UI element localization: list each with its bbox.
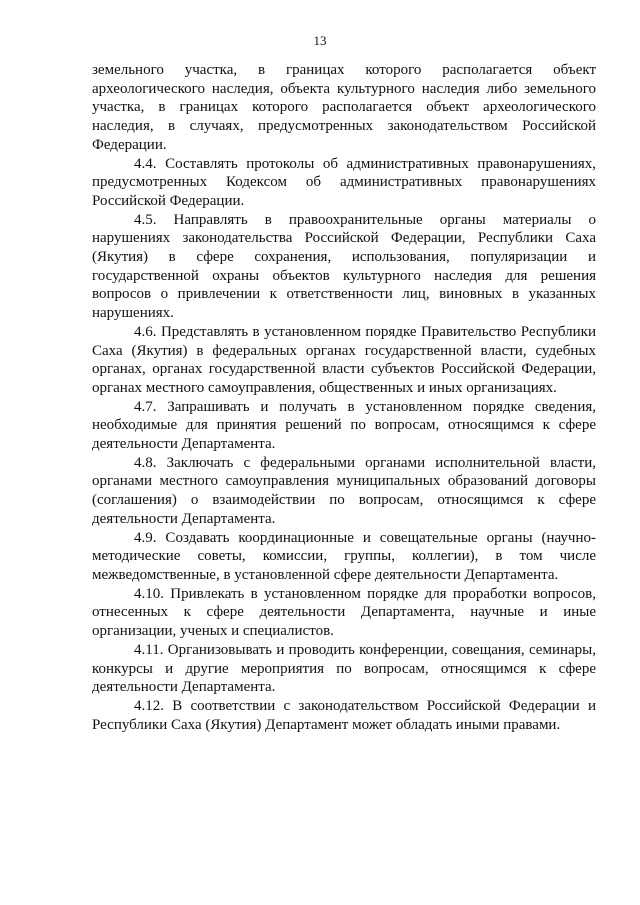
paragraph-4-10: 4.10. Привлекать в установленном порядке для проработки вопросов, отнесенных к сфере деятельности Департамента, научные и иные организации, ученых и специалистов.	[92, 585, 596, 640]
paragraph-4-9: 4.9. Создавать координационные и совещательные органы (научно-методические советы, комиссии, группы, коллегии), в том числе межведомственные, в установленной сфере деятельности Департамента.	[92, 529, 596, 583]
page-number: 13	[313, 33, 327, 48]
paragraph-4-11: 4.11. Организовывать и проводить конференции, совещания, семинары, конкурсы и другие мероприятия по вопросам, относящимся к сфере деятельности Департамента.	[92, 641, 596, 696]
paragraph-4-7: 4.7. Запрашивать и получать в установленном порядке сведения, необходимые для принятия решений по вопросам, относящимся к сфере деятельности Департамента.	[92, 398, 596, 453]
paragraph-4-12: 4.12. В соответствии с законодательством Российской Федерации и Республики Саха (Якутия) Департамент может обладать иными правами.	[92, 697, 596, 733]
paragraph-4-6: 4.6. Представлять в установленном порядке Правительство Республики Саха (Якутия) в федеральных органах государственной власти, судебных органах, органах государственной власти субъектов Российской Федерации, органах местного самоуправления, общественных и иных организациях.	[92, 323, 596, 396]
paragraph-4-5: 4.5. Направлять в правоохранительные органы материалы о нарушениях законодательства Российской Федерации, Республики Саха (Якутия) в сфере сохранения, использования, популяризации и государственной охраны объектов культурного наследия для решения вопросов о привлечении к ответственности лиц, виновных в указанных нарушениях.	[92, 211, 596, 322]
document-body	[92, 61, 596, 734]
paragraph-4-4: 4.4. Составлять протоколы об административных правонарушениях, предусмотренных Кодексом об административных правонарушениях Российской Федерации.	[92, 155, 596, 209]
paragraph-continuation: земельного участка, в границах которого располагается объект археологического наследия, объекта культурного наследия либо земельного участка, в границах которого располагается объект археологического наследия, в случаях, предусмотренных законодательством Российской Федерации.	[92, 62, 596, 153]
paragraph-4-8: 4.8. Заключать с федеральными органами исполнительной власти, органами местного самоуправления муниципальных образований договоры (соглашения) о взаимодействии по вопросам, относящимся к сфере деятельности Департамента.	[92, 454, 596, 527]
